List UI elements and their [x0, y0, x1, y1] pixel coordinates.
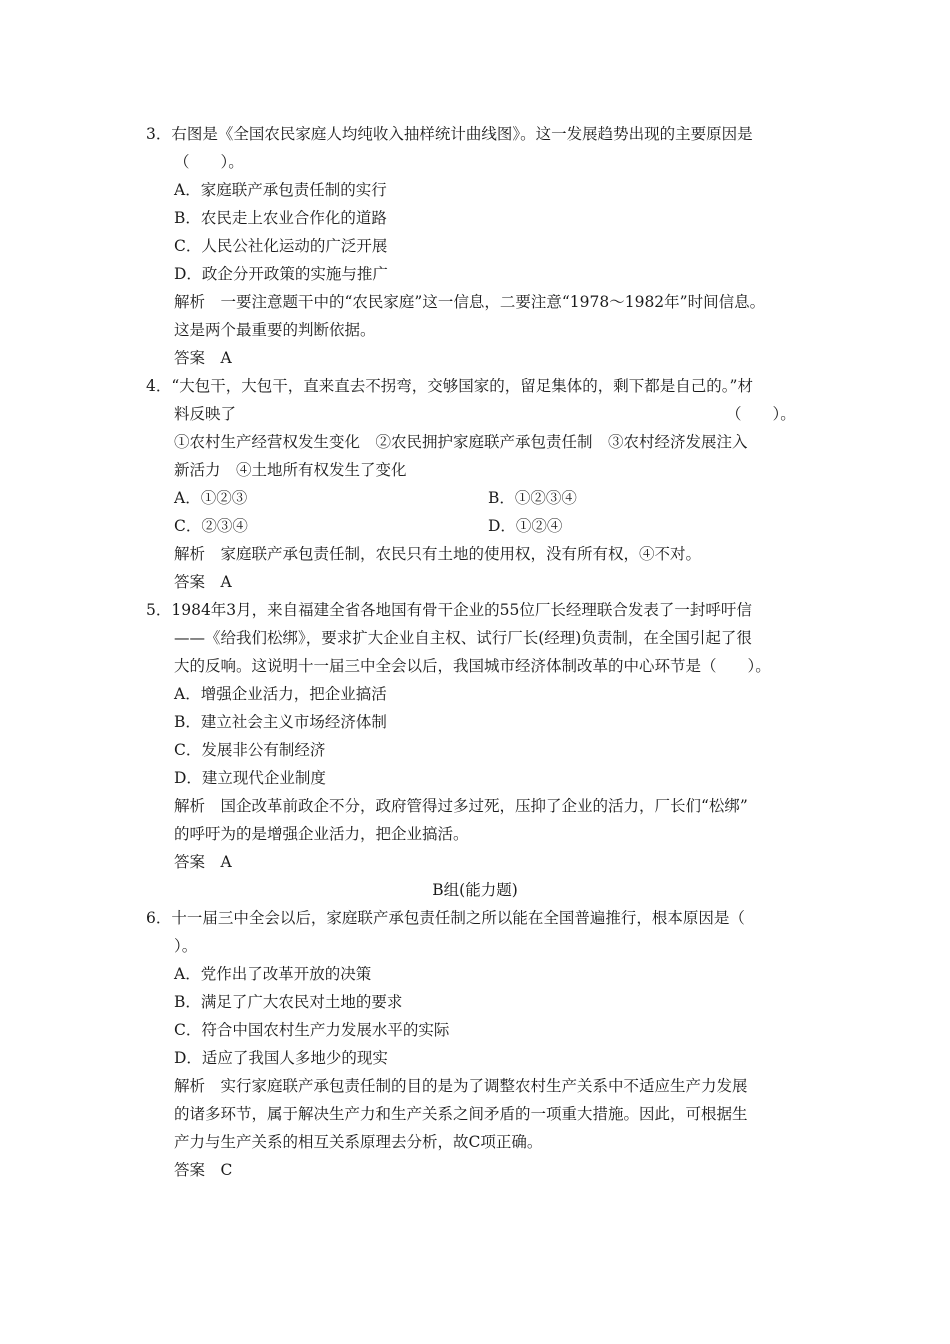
q6-analysis-line1: 解析 实行家庭联产承包责任制的目的是为了调整农村生产关系中不适应生产力发展 [174, 1077, 748, 1095]
q3-answer: 答案 A [174, 349, 232, 367]
q6-stem-line2: ）。 [174, 937, 198, 955]
q5-stem-line2: ——《给我们松绑》，要求扩大企业自主权、试行厂长(经理)负责制，在全国引起了很 [174, 629, 752, 647]
q5-analysis-line1: 解析 国企改革前政企不分，政府管得过多过死，压抑了企业的活力，厂长们“松绑” [174, 797, 748, 815]
q4-items-line2: 新活力 ④土地所有权发生了变化 [174, 461, 407, 479]
q6-analysis-line2: 的诸多环节，属于解决生产力和生产关系之间矛盾的一项重大措施。因此，可根据生 [174, 1105, 748, 1123]
q4-option-d: D．①②④ [488, 517, 563, 535]
q3-stem-line2: （ ）。 [174, 153, 244, 171]
q4-analysis: 解析 家庭联产承包责任制，农民只有土地的使用权，没有所有权，④不对。 [174, 545, 702, 563]
q6-stem-line1: 6．十一届三中全会以后，家庭联产承包责任制之所以能在全国普遍推行，根本原因是（ [146, 909, 745, 927]
q4-stem-line2: 料反映了 [174, 405, 237, 423]
q6-answer: 答案 C [174, 1161, 233, 1179]
q3-analysis-line2: 这是两个最重要的判断依据。 [174, 321, 376, 339]
q4-answer: 答案 A [174, 573, 232, 591]
q5-option-c: C．发展非公有制经济 [174, 741, 326, 759]
q4-option-a: A．①②③ [174, 489, 248, 507]
q6-option-c: C．符合中国农村生产力发展水平的实际 [174, 1021, 450, 1039]
q5-option-b: B．建立社会主义市场经济体制 [174, 713, 387, 731]
q3-option-b: B．农民走上农业合作化的道路 [174, 209, 387, 227]
q4-stem-line1: 4．“大包干，大包干，直来直去不拐弯，交够国家的，留足集体的，剩下都是自己的。”材 [146, 377, 753, 395]
q4-option-c: C．②③④ [174, 517, 248, 535]
q4-option-b: B．①②③④ [488, 489, 577, 507]
q3-option-a: A．家庭联产承包责任制的实行 [174, 181, 387, 199]
q4-stem-paren: （ ）。 [726, 405, 796, 423]
q6-option-a: A．党作出了改革开放的决策 [174, 965, 372, 983]
q6-analysis-line3: 产力与生产关系的相互关系原理去分析，故C项正确。 [174, 1133, 543, 1151]
q6-option-b: B．满足了广大农民对土地的要求 [174, 993, 403, 1011]
q5-option-a: A．增强企业活力，把企业搞活 [174, 685, 387, 703]
q5-answer: 答案 A [174, 853, 232, 871]
q3-option-d: D．政企分开政策的实施与推广 [174, 265, 388, 283]
q5-stem-line3: 大的反响。这说明十一届三中全会以后，我国城市经济体制改革的中心环节是（ ）。 [174, 657, 771, 675]
q4-items-line1: ①农村生产经营权发生变化 ②农民拥护家庭联产承包责任制 ③农村经济发展注入 [174, 433, 748, 451]
q5-stem-line1: 5．1984年3月，来自福建全省各地国有骨干企业的55位厂长经理联合发表了一封呼吁信 [146, 601, 752, 619]
q3-option-c: C．人民公社化运动的广泛开展 [174, 237, 388, 255]
section-b-heading: B组(能力题) [432, 881, 518, 899]
q5-option-d: D．建立现代企业制度 [174, 769, 326, 787]
q3-analysis-line1: 解析 一要注意题干中的“农民家庭”这一信息，二要注意“1978～1982年”时间信息。 [174, 293, 766, 311]
q6-option-d: D．适应了我国人多地少的现实 [174, 1049, 388, 1067]
q3-stem-line1: 3．右图是《全国农民家庭人均纯收入抽样统计曲线图》。这一发展趋势出现的主要原因是 [146, 125, 753, 143]
q5-analysis-line2: 的呼吁为的是增强企业活力，把企业搞活。 [174, 825, 469, 843]
